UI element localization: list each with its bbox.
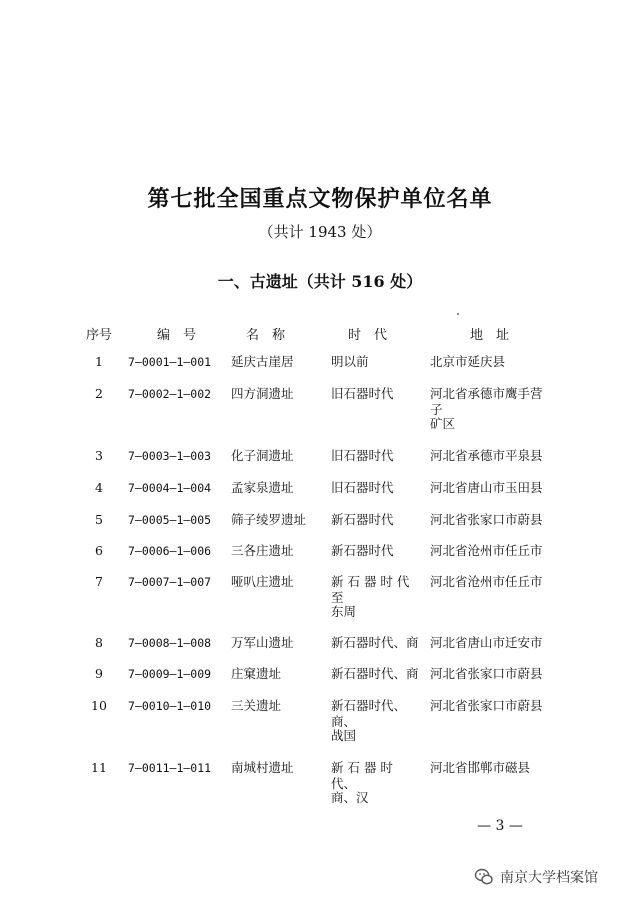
section-heading: 一、古遗址（共计 516 处） (217, 272, 423, 291)
row-era: 旧石器时代 (331, 480, 394, 495)
row-era: 战国 (331, 728, 357, 743)
row-seq: 4 (95, 480, 103, 495)
row-name: 南城村遗址 (231, 760, 294, 775)
document-title: 第七批全国重点文物保护单位名单 (147, 186, 493, 212)
row-code: 7—0005—1—005 (128, 513, 212, 527)
document-subtitle: （共计 1943 处） (258, 223, 382, 241)
row-era: 明以前 (331, 354, 369, 369)
row-seq: 6 (95, 543, 103, 558)
row-name: 万军山遗址 (231, 635, 294, 650)
row-location: 河北省承德市鹰手营子 (430, 386, 543, 417)
row-code: 7—0007—1—007 (128, 575, 212, 589)
row-location: 北京市延庆县 (430, 354, 506, 369)
row-seq: 1 (95, 354, 103, 369)
header-location: 地 址 (470, 328, 510, 343)
row-era: 新 石 器 时 代、 (331, 760, 393, 791)
row-name: 四方洞遗址 (231, 386, 294, 401)
row-location: 河北省唐山市玉田县 (430, 480, 543, 495)
row-seq: 10 (91, 698, 107, 713)
row-era: 新石器时代、商 (331, 666, 419, 681)
header-name: 名 称 (246, 328, 286, 343)
wechat-icon (474, 867, 494, 887)
watermark (474, 864, 598, 890)
row-code: 7—0011—1—011 (128, 761, 212, 775)
row-name: 化子洞遗址 (231, 448, 294, 463)
row-name: 延庆古崖居 (231, 354, 294, 369)
row-seq: 7 (95, 574, 103, 589)
row-code: 7—0003—1—003 (128, 449, 212, 463)
row-name: 三关遗址 (231, 698, 282, 713)
header-code: 编 号 (157, 328, 197, 343)
row-code: 7—0008—1—008 (128, 636, 212, 650)
row-code: 7—0009—1—009 (128, 667, 212, 681)
row-era: 新石器时代 (331, 543, 394, 558)
row-name: 庄窠遗址 (231, 666, 282, 681)
row-location: 河北省沧州市任丘市 (430, 543, 543, 558)
header-era: 时 代 (348, 328, 388, 343)
row-era: 商、汉 (331, 790, 369, 805)
row-seq: 9 (95, 666, 103, 681)
row-name: 孟家泉遗址 (231, 480, 294, 495)
row-code: 7—0001—1—001 (128, 355, 212, 369)
row-era: 新 石 器 时 代 至 (331, 574, 410, 605)
row-location: 河北省张家口市蔚县 (430, 512, 543, 527)
scan-speck (457, 313, 459, 315)
row-era: 新石器时代 (331, 512, 394, 527)
row-code: 7—0006—1—006 (128, 544, 212, 558)
row-name: 哑叭庄遗址 (231, 574, 294, 589)
row-code: 7—0002—1—002 (128, 387, 212, 401)
row-era: 新石器时代、商、 (331, 698, 407, 729)
row-seq: 8 (95, 635, 103, 650)
row-name: 筛子绫罗遗址 (231, 512, 307, 527)
row-location: 矿区 (430, 416, 456, 431)
row-location: 河北省唐山市迁安市 (430, 635, 543, 650)
row-location: 河北省沧州市任丘市 (430, 574, 543, 589)
row-code: 7—0004—1—004 (128, 481, 212, 495)
row-location: 河北省张家口市蔚县 (430, 666, 543, 681)
row-location: 河北省邯郸市磁县 (430, 760, 531, 775)
row-era: 旧石器时代 (331, 448, 394, 463)
row-era: 东周 (331, 604, 357, 619)
page-number: — 3 — (477, 818, 523, 834)
row-location: 河北省张家口市蔚县 (430, 698, 543, 713)
row-seq: 3 (95, 448, 103, 463)
row-era: 新石器时代、商 (331, 635, 419, 650)
row-seq: 2 (95, 386, 103, 401)
row-seq: 5 (95, 512, 103, 527)
row-name: 三各庄遗址 (231, 543, 294, 558)
row-era: 旧石器时代 (331, 386, 394, 401)
row-code: 7—0010—1—010 (128, 699, 212, 713)
row-seq: 11 (91, 760, 107, 775)
row-location: 河北省承德市平泉县 (430, 448, 543, 463)
header-seq: 序号 (86, 328, 113, 343)
watermark-text: 南京大学档案馆 (500, 870, 598, 886)
